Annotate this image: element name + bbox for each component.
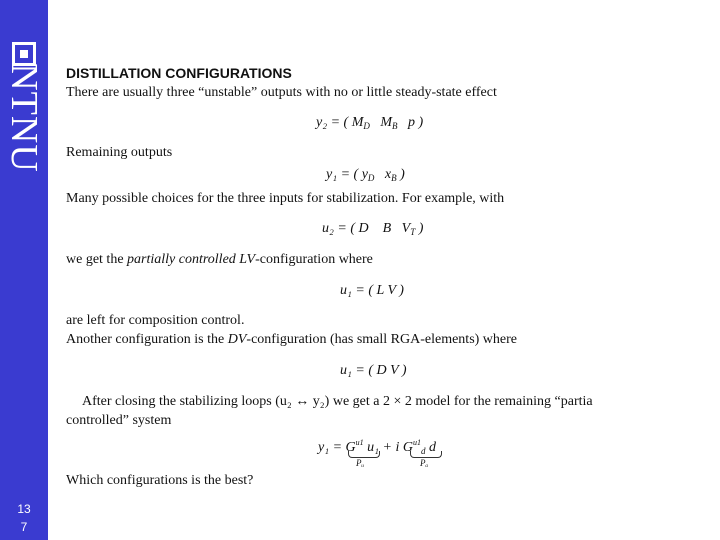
text-line-4: we get the partially controlled LV-configuration where xyxy=(66,252,373,267)
equation-y1: y₁ = ( $y_D$ $x_B$ ) xyxy=(326,167,405,183)
text-line-5: are left for composition control. xyxy=(66,313,245,328)
underbrace-pd xyxy=(410,451,442,458)
underbrace-pu xyxy=(348,451,380,458)
label-pu: Pᵤ xyxy=(356,458,365,468)
text-line-7: After closing the stabilizing loops (u₂ ↔ y₂) we get a 2 × 2 model for the remaining “partia xyxy=(82,394,593,409)
sidebar xyxy=(0,0,48,540)
equation-u2: u₂ = ( D B $V_T$ ) xyxy=(322,221,424,237)
label-pd: Pₐ xyxy=(420,458,429,468)
logo-text: NTNU xyxy=(3,63,45,173)
text-line-6: Another configuration is the DV-configuration (has small RGA-elements) where xyxy=(66,332,518,347)
equation-u1-lv: u₁ = ( L V ) xyxy=(340,283,404,298)
equation-u1-dv: u₁ = ( D V ) xyxy=(340,363,407,378)
slide-title: DISTILLATION CONFIGURATIONS xyxy=(66,65,292,81)
equation-y2: y₂ = ( $M_D$ $M_B$ p ) xyxy=(316,115,424,131)
text-line-3: Many possible choices for the three inputs for stabilization. For example, with xyxy=(66,191,505,206)
page-number xyxy=(0,500,48,536)
text-line-1: There are usually three “unstable” outputs with no or little steady-state effect xyxy=(66,85,497,100)
page-number-line2: 7 xyxy=(20,520,28,534)
text-line-9: Which configurations is the best? xyxy=(66,473,254,488)
text-line-8: controlled” system xyxy=(66,413,172,428)
page-number-line1: 13 xyxy=(17,502,31,516)
equation-model: $y_1 = G^{u1}$ u₁ + i $G^{u1}_d$ d xyxy=(318,438,436,456)
text-line-2: Remaining outputs xyxy=(66,145,173,160)
